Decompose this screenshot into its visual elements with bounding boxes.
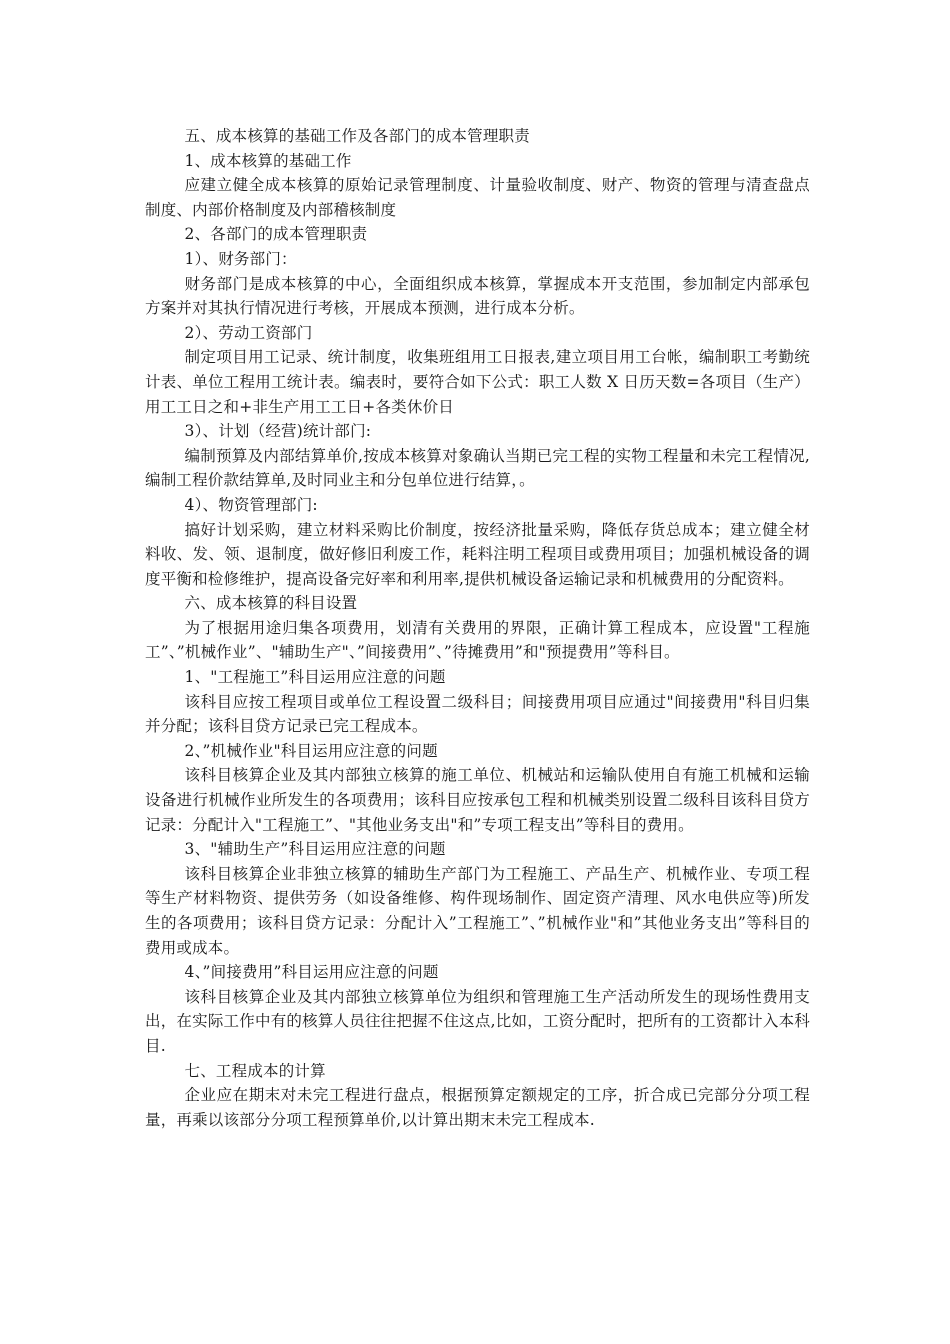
section-heading: 七、工程成本的计算 <box>184 1061 326 1080</box>
item-heading: 4）、物资管理部门: <box>184 495 318 514</box>
subsection-heading: 1、成本核算的基础工作 <box>184 151 352 170</box>
body-paragraph: 该科目核算企业及其内部独立核算单位为组织和管理施工生产活动所发生的现场性费用支出，在实际工作中有的核算人员往往把握不住这点,比如，工资分配时，把所有的工资都计入本科目. <box>145 987 810 1055</box>
item-heading: 1）、财务部门： <box>184 249 297 268</box>
body-paragraph: 该科目应按工程项目或单位工程设置二级科目；间接费用项目应通过"间接费用"科目归集并分配；该科目贷方记录已完工程成本。 <box>145 692 810 736</box>
body-paragraph: 该科目核算企业及其内部独立核算的施工单位、机械站和运输队使用自有施工机械和运输设备进行机械作业所发生的各项费用；该科目应按承包工程和机械类别设置二级科目该科目贷方记录：分配计入"工程施工”、"其他业务支出"和”专项工程支出”等科目的费用。 <box>145 766 810 834</box>
item-heading: 2）、劳动工资部门 <box>184 323 313 342</box>
body-paragraph: 财务部门是成本核算的中心，全面组织成本核算，掌握成本开支范围，参加制定内部承包方案并对其执行情况进行考核，开展成本预测，进行成本分析。 <box>145 274 810 318</box>
section-heading: 五、成本核算的基础工作及各部门的成本管理职责 <box>184 127 530 145</box>
subsection-heading: 4、”间接费用”科目运用应注意的问题 <box>184 963 439 982</box>
subsection-heading: 3、"辅助生产”科目运用应注意的问题 <box>184 840 446 859</box>
body-paragraph: 为了根据用途归集各项费用，划清有关费用的界限，正确计算工程成本，应设置"工程施工”、”机械作业”、"辅助生产"、”间接费用”、”待摊费用”和"预提费用”等科目。 <box>145 618 810 662</box>
body-paragraph: 制定项目用工记录、统计制度，收集班组用工日报表,建立项目用工台帐，编制职工考勤统计表、单位工程用工统计表。编表时，要符合如下公式：职工人数 X 日历天数=各项目（生产）用工工日之和+非生产用工工日+各类休价日 <box>145 348 810 416</box>
subsection-heading: 2、”机械作业"科目运用应注意的问题 <box>184 741 438 760</box>
body-paragraph: 企业应在期末对未完工程进行盘点，根据预算定额规定的工序，折合成已完部分分项工程量，再乘以该部分分项工程预算单价,以计算出期末未完工程成本. <box>145 1086 810 1129</box>
item-heading: 3）、计划（经营)统计部门: <box>184 422 372 441</box>
subsection-heading: 2、各部门的成本管理职责 <box>184 225 368 244</box>
body-paragraph: 应建立健全成本核算的原始记录管理制度、计量验收制度、财产、物资的管理与清查盘点制度、内部价格制度及内部稽核制度 <box>145 176 810 219</box>
section-heading: 六、成本核算的科目设置 <box>184 594 358 613</box>
subsection-heading: 1、"工程施工”科目运用应注意的问题 <box>184 668 446 687</box>
document-body <box>145 124 810 1132</box>
body-paragraph: 搞好计划采购，建立材料采购比价制度，按经济批量采购，降低存货总成本；建立健全材料收、发、领、退制度，做好修旧利废工作，耗料注明工程项目或费用项目；加强机械设备的调度平衡和检修维护，提高设备完好率和利用率,提供机械设备运输记录和机械费用的分配资料。 <box>145 520 810 588</box>
body-paragraph: 编制预算及内部结算单价,按成本核算对象确认当期已完工程的实物工程量和未完工程情况,编制工程价款结算单,及时同业主和分包单位进行结算，。 <box>145 446 810 490</box>
body-paragraph: 该科目核算企业非独立核算的辅助生产部门为工程施工、产品生产、机械作业、专项工程等生产材料物资、提供劳务（如设备维修、构件现场制作、固定资产清理、风水电供应等)所发生的各项费用；该科目贷方记录：分配计入”工程施工”、”机械作业"和”其他业务支出”等科目的费用或成本。 <box>145 864 810 957</box>
